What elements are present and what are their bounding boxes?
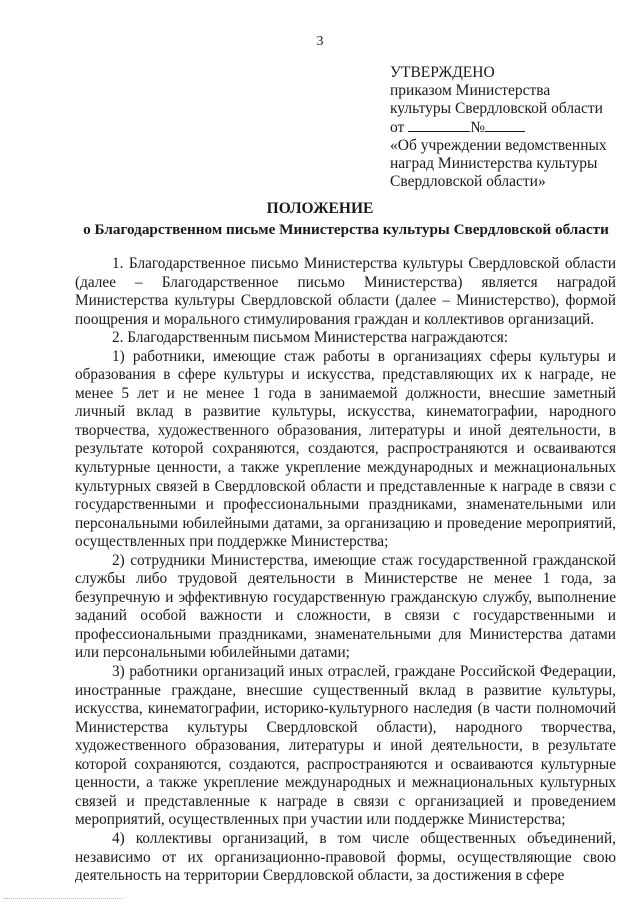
approval-date-prefix: от (390, 119, 405, 136)
approval-line: приказом Министерства (390, 82, 551, 99)
date-blank (408, 118, 470, 132)
number-blank (485, 118, 525, 132)
approval-heading: УТВЕРЖДЕНО (390, 64, 495, 81)
approval-line: Свердловской области» (390, 173, 546, 190)
page-number: 3 (316, 34, 324, 49)
approval-stamp (390, 64, 630, 191)
paragraph: 2) сотрудники Министерства, имеющие стаж государственной гражданской службы либо трудовой деятельности в Министерстве не менее 1 года, за безупречную и эффективную государственную гражданскую службу, выполнение заданий особой важности и сложности, в связи с государственными и профессиональными праздниками, знаменательными для Министерства датами или персональными юбилейными датами; (75, 551, 616, 662)
number-sign: № (470, 119, 485, 136)
paragraph: 1. Благодарственное письмо Министерства культуры Свердловской области (далее – Благодарственное письмо Министерства) является наградой Министерства культуры Свердловской области (далее – Министерство), формой поощрения и морального стимулирования граждан и коллективов организаций. (75, 255, 616, 328)
paragraph: 3) работники организаций иных отраслей, граждане Российской Федерации, иностранные граждане, внесшие существенный вклад в развитие культуры, искусства, кинематографии, историко-культурного наследия (в части полномочий Министерства культуры Свердловской области), народного творчества, художественного образования, литературы и иной деятельности, в результате которой сохраняются, создаются, распространяются и осваиваются культурные ценности, а также укрепление международных и межнациональных культурных связей и представленные к награде в связи с организацией и проведением мероприятий, осуществленных при участии или поддержке Министерства; (75, 663, 616, 829)
paragraph: 1) работники, имеющие стаж работы в организациях сферы культуры и образования в сфере культуры и искусства, представляющих их к награде, не менее 5 лет и не менее 1 года в занимаемой должности, внесшие заметный личный вклад в развитие культуры, искусства, кинематографии, народного творчества, художественного образования, литературы и иной деятельности, в результате которой сохраняются, создаются, распространяются и осваиваются культурные ценности, а также укрепление международных и межнациональных культурных связей в Свердловской области и представленные к награде в связи с государственными и профессиональными праздниками, знаменательными или персональными юбилейными датами, за организацию и проведение мероприятий, осуществленных при поддержке Министерства; (75, 347, 616, 551)
approval-date-number-line (390, 118, 630, 137)
paragraph: 4) коллективы организаций, в том числе общественных объединений, независимо от их организационно-правовой формы, осуществляющие свою деятельность на территории Свердловской области, за достижения в сфере (75, 829, 616, 885)
approval-line: «Об учреждении ведомственных (390, 137, 607, 154)
footer-divider (4, 898, 122, 899)
paragraph: 2. Благодарственным письмом Министерства награждаются: (112, 329, 509, 347)
approval-line: наград Министерства культуры (390, 155, 598, 172)
document-title: ПОЛОЖЕНИЕ (266, 200, 374, 217)
approval-line: культуры Свердловской области (390, 100, 603, 117)
document-body (75, 255, 616, 886)
document-subtitle: о Благодарственном письме Министерства культуры Свердловской области (83, 221, 609, 238)
